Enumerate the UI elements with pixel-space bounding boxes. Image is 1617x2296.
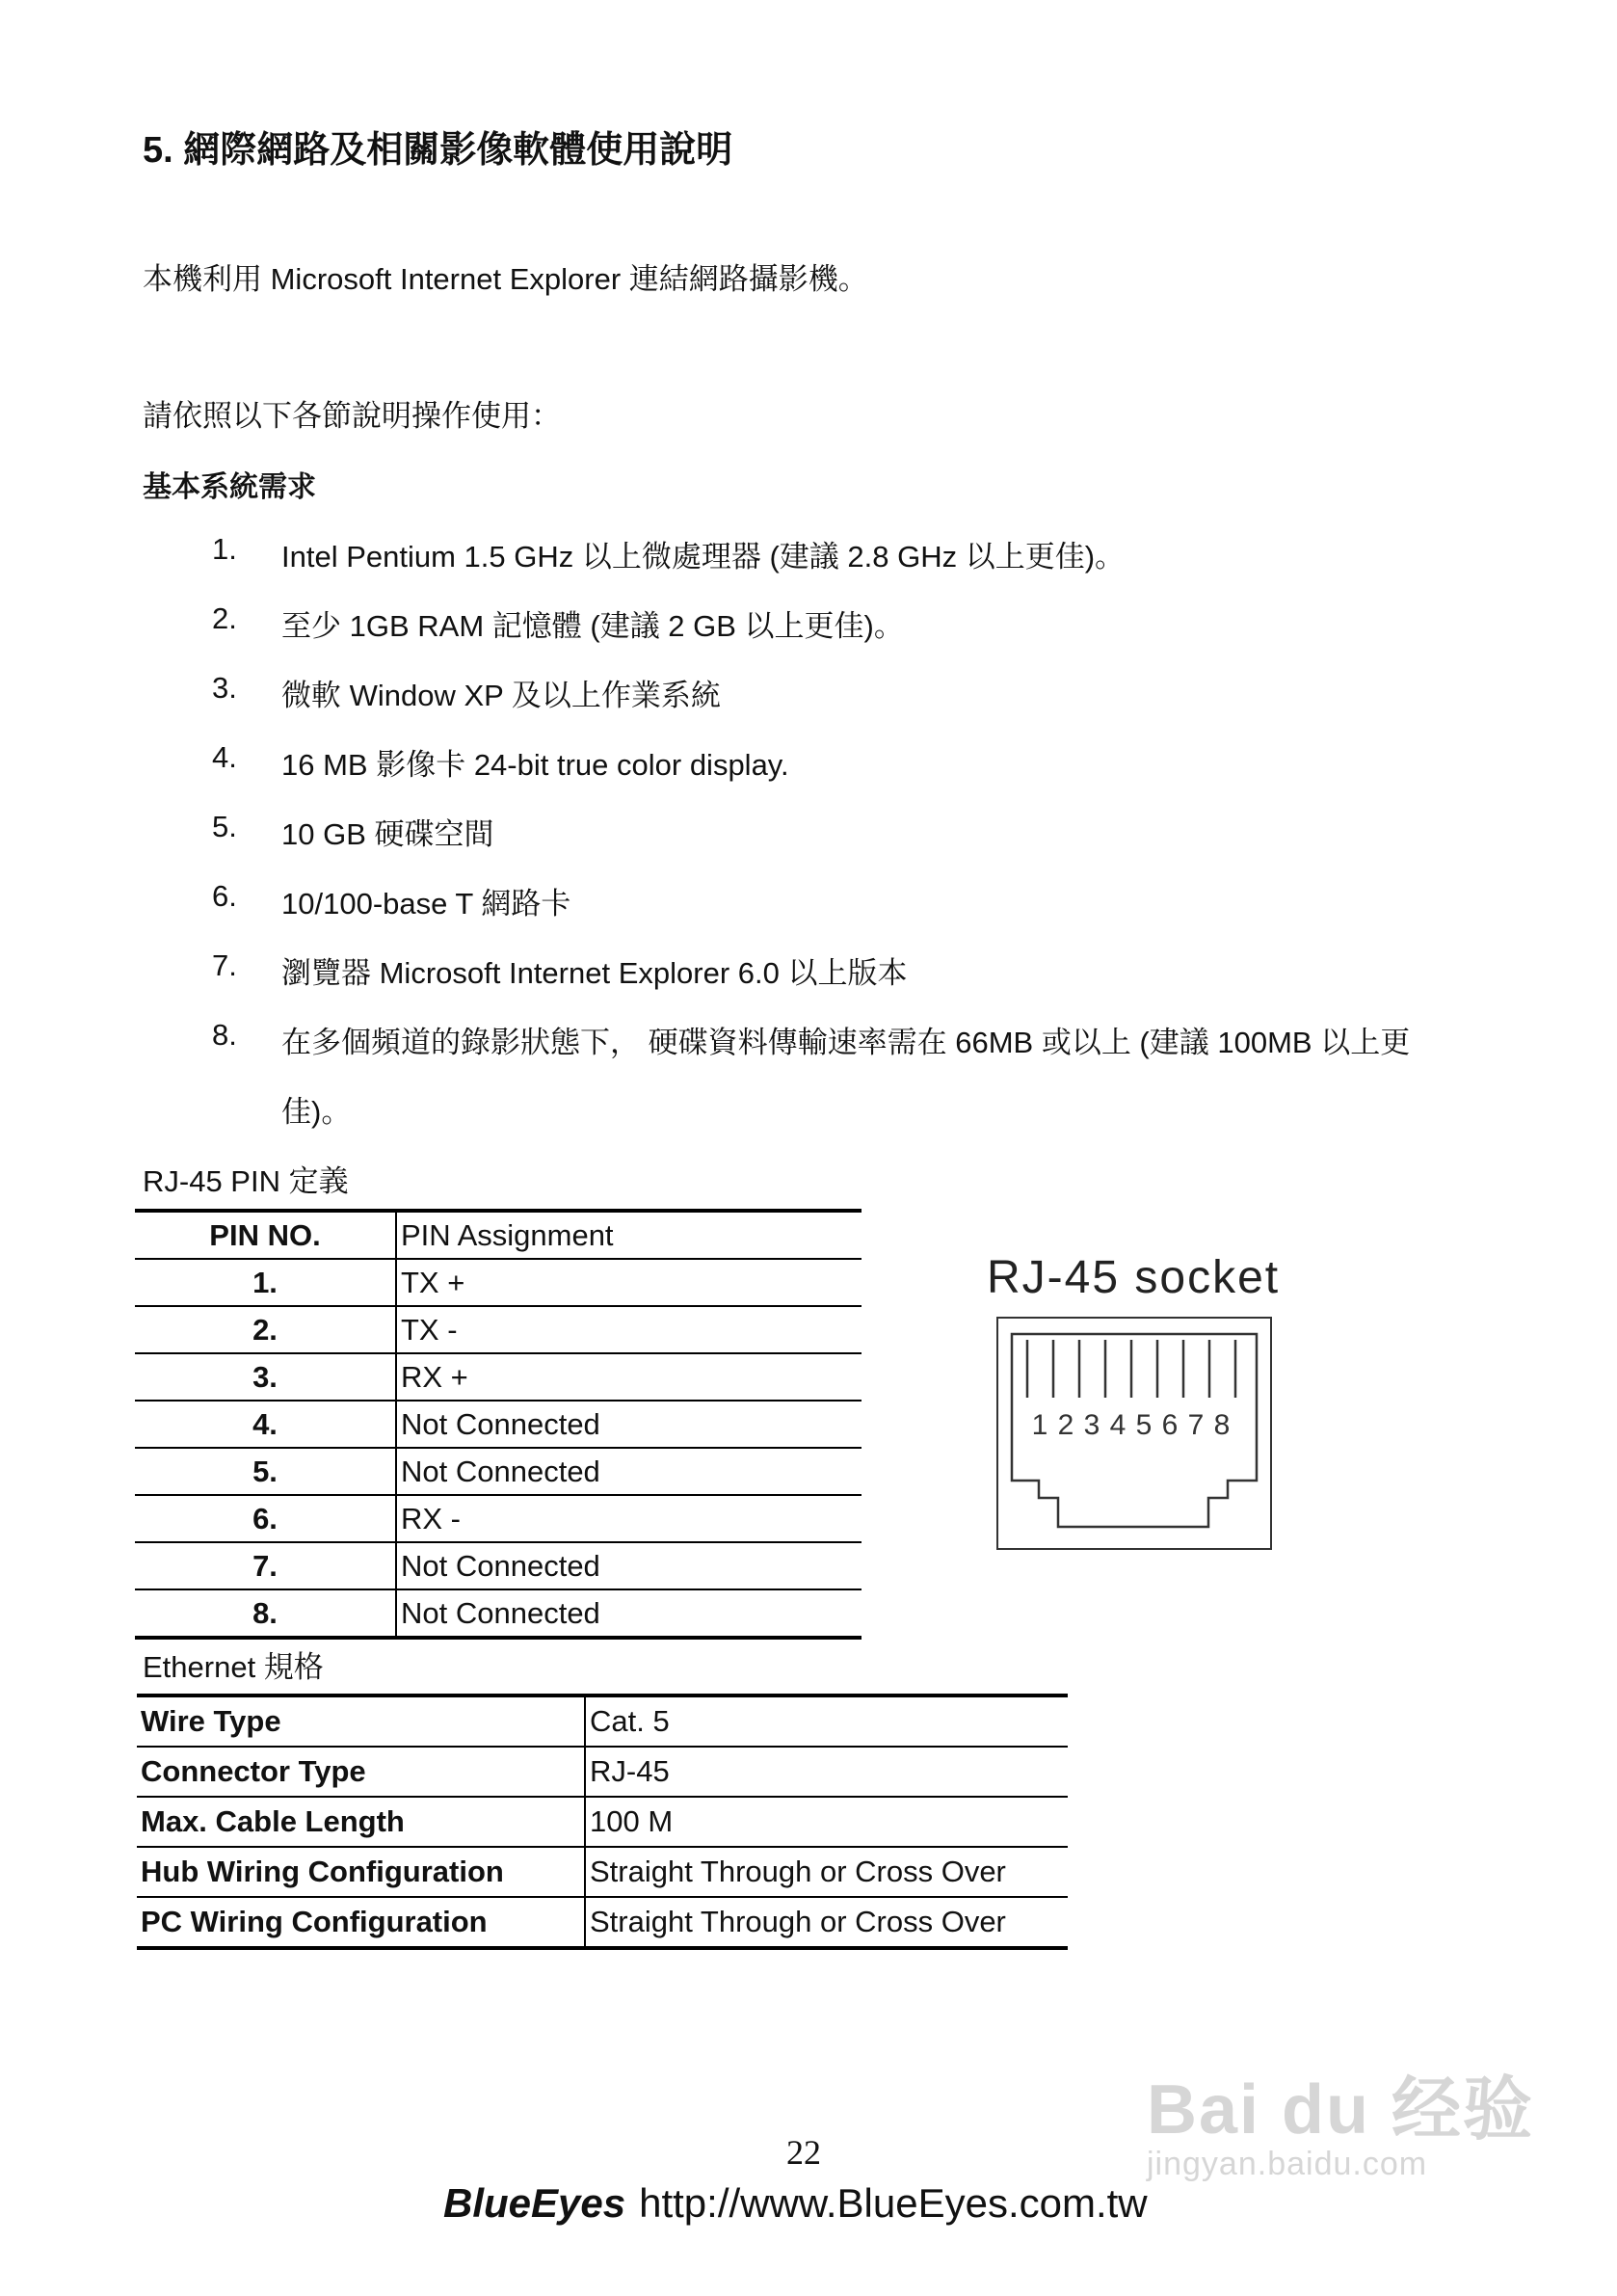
list-item-number: 4. [212, 740, 237, 774]
pin-number: 2. [135, 1306, 396, 1353]
pin-number: 7. [135, 1542, 396, 1589]
pin-number: 4. [135, 1401, 396, 1448]
socket-pin-label: 5 [1135, 1409, 1153, 1441]
rj45-socket-icon [998, 1319, 1270, 1548]
list-item-text: 佳)。 [281, 1095, 352, 1129]
pin-table [135, 1209, 862, 1640]
socket-pin-label: 6 [1161, 1409, 1179, 1441]
socket-pin-label: 4 [1109, 1409, 1127, 1441]
column-header: PIN NO. [135, 1211, 396, 1259]
table-row [137, 1797, 1068, 1847]
page-number: 22 [786, 2133, 821, 2172]
list-item-text: 在多個頻道的錄影狀態下， 硬碟資料傳輸速率需在 66MB 或以上 (建議 100MB 以上更 [281, 1026, 1411, 1059]
list-item-number: 7. [212, 948, 237, 982]
page-title: 5. 網際網路及相關影像軟體使用說明 [143, 130, 733, 171]
requirements-heading: 基本系統需求 [143, 471, 316, 503]
spec-value: Straight Through or Cross Over [585, 1847, 1068, 1897]
watermark-main: Bai du 经验 [1147, 2071, 1535, 2149]
ethernet-section-label: Ethernet 規格 [143, 1650, 324, 1684]
list-item-text: 瀏覽器 Microsoft Internet Explorer 6.0 以上版本 [281, 956, 908, 990]
table-row [137, 1897, 1068, 1948]
socket-pin-label: 2 [1057, 1409, 1074, 1441]
baidu-watermark [1147, 2053, 1534, 2183]
pin-number: 5. [135, 1448, 396, 1495]
spec-value: 100 M [585, 1797, 1068, 1847]
list-item-text: 至少 1GB RAM 記憶體 (建議 2 GB 以上更佳)。 [281, 609, 904, 643]
pin-assignment: TX + [396, 1259, 862, 1306]
pin-number: 8. [135, 1589, 396, 1638]
column-header: PIN Assignment [396, 1211, 862, 1259]
list-item-number: 6. [212, 879, 237, 913]
socket-title: RJ-45 socket [987, 1252, 1281, 1303]
footer-url[interactable]: http://www.BlueEyes.com.tw [639, 2180, 1148, 2226]
table-row [135, 1353, 862, 1401]
table-row [135, 1542, 862, 1589]
table-row [135, 1589, 862, 1638]
intro-paragraph: 本機利用 Microsoft Internet Explorer 連結網路攝影機。 [143, 262, 868, 296]
table-row [135, 1495, 862, 1542]
watermark-sub: jingyan.baidu.com [1147, 2146, 1428, 2182]
spec-value: Straight Through or Cross Over [585, 1897, 1068, 1948]
list-item-number: 1. [212, 532, 237, 566]
list-item-number: 5. [212, 810, 237, 843]
list-item-text: Intel Pentium 1.5 GHz 以上微處理器 (建議 2.8 GHz 以上更佳)。 [281, 540, 1126, 574]
pin-assignment: Not Connected [396, 1542, 862, 1589]
pin-section-label: RJ-45 PIN 定義 [143, 1164, 349, 1198]
pin-assignment: Not Connected [396, 1448, 862, 1495]
pin-assignment: RX - [396, 1495, 862, 1542]
pin-assignment: Not Connected [396, 1401, 862, 1448]
pin-number: 3. [135, 1353, 396, 1401]
list-item-text: 16 MB 影像卡 24-bit true color display. [281, 748, 789, 782]
list-item-number: 8. [212, 1018, 237, 1052]
spec-key: Hub Wiring Configuration [137, 1847, 585, 1897]
table-row [137, 1747, 1068, 1797]
list-item-text: 10/100-base T 網路卡 [281, 887, 571, 921]
table-row [137, 1847, 1068, 1897]
socket-pin-label: 3 [1083, 1409, 1100, 1441]
list-item-number: 2. [212, 601, 237, 635]
list-item-text: 微軟 Window XP 及以上作業系統 [281, 679, 721, 712]
table-row [135, 1259, 862, 1306]
rj45-socket-diagram [996, 1317, 1272, 1550]
list-item-text: 10 GB 硬碟空間 [281, 817, 494, 851]
pin-number: 1. [135, 1259, 396, 1306]
ethernet-spec-table [137, 1694, 1068, 1950]
socket-pin-label: 7 [1187, 1409, 1205, 1441]
table-row [135, 1306, 862, 1353]
footer [443, 2180, 1148, 2227]
pin-number: 6. [135, 1495, 396, 1542]
instruction-paragraph: 請依照以下各節說明操作使用： [143, 399, 561, 433]
spec-key: Connector Type [137, 1747, 585, 1797]
spec-key: Wire Type [137, 1695, 585, 1747]
spec-value: Cat. 5 [585, 1695, 1068, 1747]
table-header-row [135, 1211, 862, 1259]
socket-pin-label: 8 [1213, 1409, 1231, 1441]
spec-value: RJ-45 [585, 1747, 1068, 1797]
list-item-number: 3. [212, 671, 237, 705]
table-row [135, 1448, 862, 1495]
socket-pin-label: 1 [1031, 1409, 1048, 1441]
brand-logo: BlueEyes [443, 2180, 626, 2226]
pin-assignment: RX + [396, 1353, 862, 1401]
table-row [137, 1695, 1068, 1747]
pin-assignment: Not Connected [396, 1589, 862, 1638]
spec-key: Max. Cable Length [137, 1797, 585, 1847]
pin-assignment: TX - [396, 1306, 862, 1353]
spec-key: PC Wiring Configuration [137, 1897, 585, 1948]
table-row [135, 1401, 862, 1448]
